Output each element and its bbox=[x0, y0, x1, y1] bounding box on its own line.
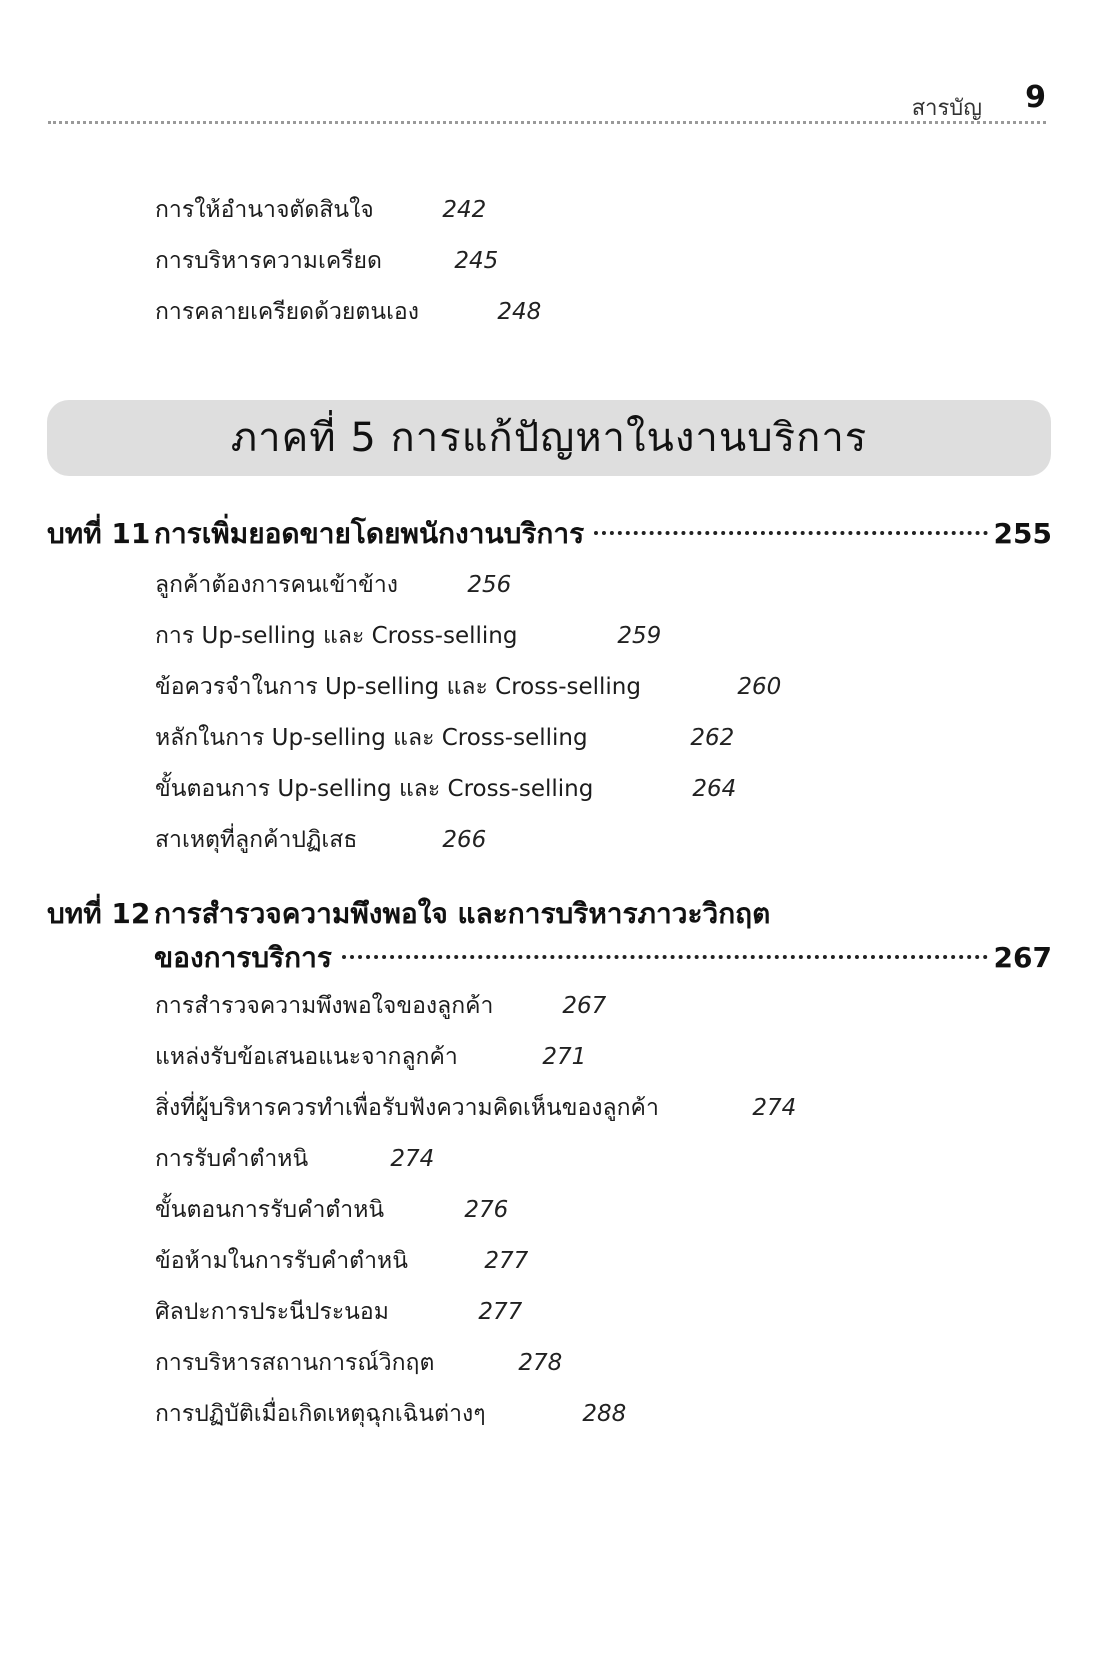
toc-entry bbox=[155, 1345, 562, 1381]
toc-entry-page: 262 bbox=[690, 725, 735, 751]
toc-entry-page: 242 bbox=[442, 197, 487, 223]
dot-leader bbox=[342, 955, 988, 959]
toc-entry-page: 245 bbox=[454, 248, 499, 274]
toc-entry-title: การบริหารความเครียด bbox=[155, 248, 382, 274]
toc-entry-title: ลูกค้าต้องการคนเข้าข้าง bbox=[155, 572, 398, 598]
toc-entry-title: ข้อควรจำในการ Up-selling และ Cross-selling bbox=[155, 674, 641, 700]
part-title: ภาคที่ 5 การแก้ปัญหาในงานบริการ bbox=[230, 415, 868, 461]
toc-entry-page: 276 bbox=[464, 1197, 509, 1223]
toc-entry-title: แหล่งรับข้อเสนอแนะจากลูกค้า bbox=[155, 1044, 458, 1070]
toc-entry-page: 248 bbox=[497, 299, 542, 325]
chapter-heading-line bbox=[47, 892, 1052, 936]
dot-leader bbox=[594, 531, 987, 535]
chapter-title: การสำรวจความพึงพอใจ และการบริหารภาวะวิกฤต bbox=[154, 897, 771, 930]
chapter-heading-line bbox=[47, 512, 1052, 556]
dotted-divider bbox=[48, 121, 1046, 124]
toc-entry bbox=[155, 294, 541, 330]
toc-entry bbox=[155, 1090, 796, 1126]
toc-entry bbox=[155, 243, 498, 279]
running-header-title: สารบัญ bbox=[911, 96, 982, 121]
toc-entry-page: 260 bbox=[737, 674, 782, 700]
toc-entry bbox=[155, 1039, 586, 1075]
toc-entry-page: 277 bbox=[484, 1248, 529, 1274]
toc-entry bbox=[155, 618, 661, 654]
toc-entry-page: 264 bbox=[692, 776, 737, 802]
toc-entry bbox=[155, 1294, 522, 1330]
toc-entry-title: ข้อห้ามในการรับคำตำหนิ bbox=[155, 1248, 408, 1274]
running-header bbox=[48, 78, 1046, 124]
toc-entry-title: หลักในการ Up-selling และ Cross-selling bbox=[155, 725, 588, 751]
chapter-label: บทที่ 11 bbox=[47, 517, 151, 550]
toc-entry-page: 274 bbox=[752, 1095, 797, 1121]
toc-entry-title: การรับคำตำหนิ bbox=[155, 1146, 309, 1172]
toc-entry-page: 266 bbox=[442, 827, 487, 853]
running-header-page-number: 9 bbox=[1025, 80, 1046, 115]
toc-entry bbox=[155, 988, 606, 1024]
toc-entry bbox=[155, 720, 734, 756]
toc-entry-page: 274 bbox=[390, 1146, 435, 1172]
chapter-label: บทที่ 12 bbox=[47, 897, 151, 930]
toc-entry bbox=[155, 669, 781, 705]
toc-entry bbox=[155, 822, 486, 858]
toc-entry-page: 271 bbox=[542, 1044, 587, 1070]
chapter-heading bbox=[47, 512, 1052, 556]
toc-entry-title: การให้อำนาจตัดสินใจ bbox=[155, 197, 374, 223]
toc-entry-title: การ Up-selling และ Cross-selling bbox=[155, 623, 518, 649]
chapter-heading-line bbox=[47, 936, 1052, 980]
toc-entry bbox=[155, 192, 486, 228]
toc-entry-title: สาเหตุที่ลูกค้าปฏิเสธ bbox=[155, 827, 358, 853]
toc-entry-page: 267 bbox=[562, 993, 607, 1019]
toc-entry bbox=[155, 1396, 626, 1432]
toc-entry-page: 278 bbox=[518, 1350, 563, 1376]
toc-entry-title: ศิลปะการประนีประนอม bbox=[155, 1299, 389, 1325]
toc-entry-title: การปฏิบัติเมื่อเกิดเหตุฉุกเฉินต่างๆ bbox=[155, 1401, 486, 1427]
toc-entry-title: การสำรวจความพึงพอใจของลูกค้า bbox=[155, 993, 494, 1019]
toc-entry-page: 277 bbox=[478, 1299, 523, 1325]
toc-entry-page: 259 bbox=[617, 623, 662, 649]
toc-entry bbox=[155, 1141, 434, 1177]
toc-entry bbox=[155, 771, 736, 807]
part-banner bbox=[47, 400, 1051, 476]
toc-entry bbox=[155, 1192, 508, 1228]
toc-entry-page: 256 bbox=[467, 572, 512, 598]
chapter-title-continued: ของการบริการ bbox=[154, 941, 332, 974]
toc-entry-title: การคลายเครียดด้วยตนเอง bbox=[155, 299, 419, 325]
chapter-heading bbox=[47, 892, 1052, 980]
chapter-page-number: 267 bbox=[993, 941, 1052, 974]
toc-entry-title: ขั้นตอนการรับคำตำหนิ bbox=[155, 1197, 385, 1223]
toc-entry bbox=[155, 567, 511, 603]
chapter-page-number: 255 bbox=[993, 517, 1052, 550]
toc-entry-title: การบริหารสถานการณ์วิกฤต bbox=[155, 1350, 435, 1376]
chapter-title: การเพิ่มยอดขายโดยพนักงานบริการ bbox=[154, 517, 585, 550]
toc-entry bbox=[155, 1243, 528, 1279]
toc-entry-title: สิ่งที่ผู้บริหารควรทำเพื่อรับฟังความคิดเห็นของลูกค้า bbox=[155, 1095, 659, 1121]
toc-entry-page: 288 bbox=[582, 1401, 627, 1427]
toc-entry-title: ขั้นตอนการ Up-selling และ Cross-selling bbox=[155, 776, 594, 802]
